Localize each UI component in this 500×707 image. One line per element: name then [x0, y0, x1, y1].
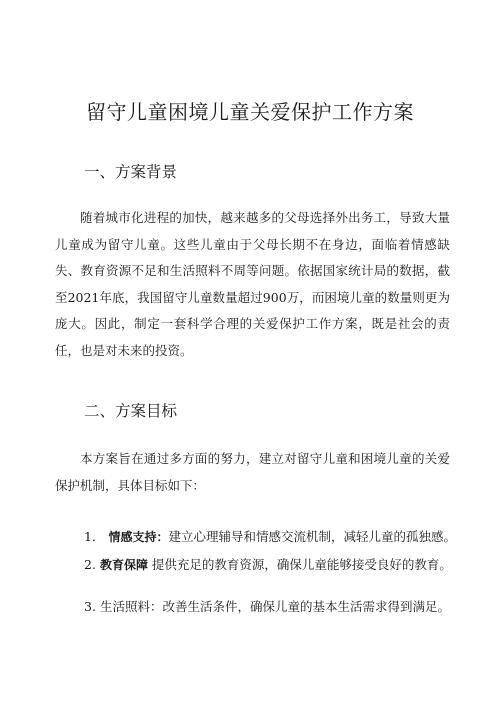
goal-label: 教育保障	[99, 558, 148, 572]
goal-list-item	[84, 556, 464, 574]
section-heading-goals: 二、方案目标	[84, 402, 178, 420]
document-title: 留守儿童困境儿童关爱保护工作方案	[86, 100, 414, 124]
section-paragraph-background: 随着城市化进程的加快，越来越多的父母选择外出务工，导致大量儿童成为留守儿童。这些儿童由于父母长期不在身边，面临着情感缺失、教育资源不足和生活照料不周等问题。依据国家统计局的数据，截至2021年底，我国留守儿童数量超过900万，而困境儿童的数量则更为庞大。因此，制定一套科学合理的关爱保护工作方案，既是社会的责任，也是对未来的投资。	[55, 210, 450, 358]
goal-number: 2.	[84, 557, 96, 572]
goal-number: 1．	[84, 529, 105, 544]
goal-text: 建立心理辅导和情感交流机制，减轻儿童的孤独感。	[168, 529, 456, 544]
goal-label: 情感支持：	[108, 530, 169, 544]
goal-list-item	[84, 598, 464, 616]
goal-text: 提供充足的教育资源，确保儿童能够接受良好的教育。	[147, 557, 452, 572]
section-paragraph-goals: 本方案旨在通过多方面的努力，建立对留守儿童和困境儿童的关爱保护机制，具体目标如下：	[55, 451, 450, 493]
goal-text: 生活照料：改善生活条件，确保儿童的基本生活需求得到满足。	[99, 599, 450, 614]
section-heading-background: 一、方案背景	[84, 163, 178, 181]
goal-number: 3.	[84, 599, 96, 614]
goal-list-item	[84, 528, 464, 546]
